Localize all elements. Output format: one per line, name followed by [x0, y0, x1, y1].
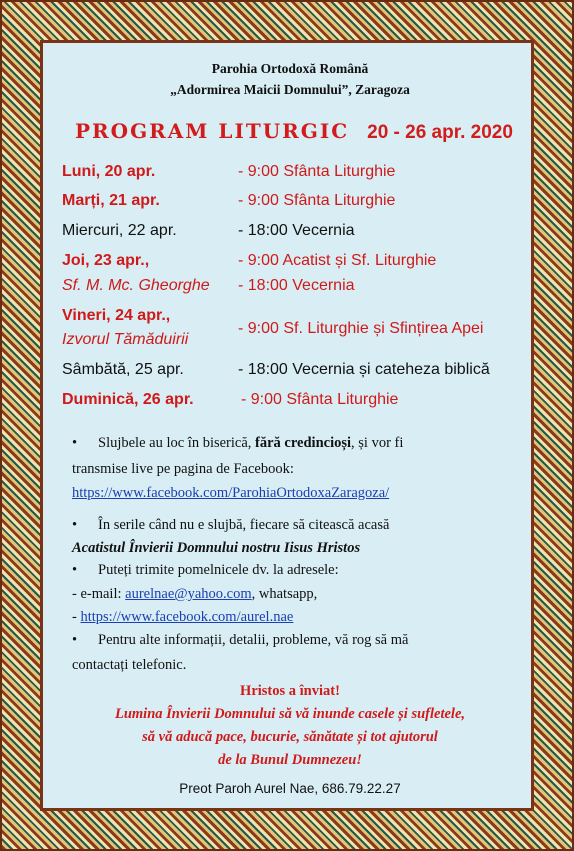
closing-line-2: Lumina Învierii Domnului să vă inunde casele și sufletele,	[114, 706, 466, 722]
schedule-day-6: Sâmbătă, 25 apr.	[62, 361, 184, 378]
note-4-cont: contactați telefonic.	[72, 657, 187, 673]
closing-greeting: Hristos a înviat!	[240, 683, 340, 699]
schedule-feast-5: Izvorul Tămăduirii	[62, 331, 189, 348]
schedule-service-6: - 18:00 Vecernia și cateheza biblică	[238, 361, 490, 378]
parish-name: Parohia Ortodoxă Română	[211, 61, 369, 76]
schedule-service-5: - 9:00 Sf. Liturghie și Sfințirea Apei	[238, 320, 484, 337]
signature: Preot Paroh Aurel Nae, 686.79.22.27	[179, 781, 401, 796]
bullet-icon: •	[72, 632, 78, 648]
schedule-day-1: Luni, 20 apr.	[62, 163, 156, 180]
bullet-icon: •	[72, 435, 78, 451]
schedule-service-7: - 9:00 Sfânta Liturghie	[241, 391, 399, 408]
schedule-day-4: Joi, 23 apr.,	[62, 252, 150, 269]
closing-line-4: de la Bunul Dumnezeu!	[218, 752, 362, 768]
schedule-feast-4: Sf. M. Mc. Gheorghe	[62, 277, 210, 294]
bullet-icon: •	[72, 562, 78, 578]
schedule-day-7: Duminică, 26 apr.	[62, 391, 194, 408]
page-title	[75, 119, 513, 144]
schedule-service-4b: - 18:00 Vecernia	[238, 277, 355, 294]
note-2-akathist: Acatistul Învierii Domnului nostru Iisus Hristos	[72, 540, 361, 556]
document-panel	[40, 40, 534, 811]
facebook-parish-link[interactable]: https://www.facebook.com/ParohiaOrtodoxaZaragoza/	[72, 485, 390, 501]
schedule-service-4: - 9:00 Acatist și Sf. Liturghie	[238, 252, 437, 269]
schedule-day-5: Vineri, 24 apr.,	[62, 307, 171, 324]
schedule-day-2: Marți, 21 apr.	[62, 192, 160, 209]
note-4: • Pentru alte informații, detalii, probleme, vă rog să mă	[72, 632, 409, 648]
title-program: PROGRAM LITURGIC	[75, 119, 350, 143]
bullet-icon: •	[72, 517, 78, 533]
parish-church: „Adormirea Maicii Domnului”, Zaragoza	[170, 82, 410, 97]
note-3-email: - e-mail: aurelnae@yahoo.com, whatsapp,	[72, 586, 318, 602]
closing-line-3: să vă aducă pace, bucurie, sănătate și tot ajutorul	[142, 729, 438, 745]
schedule-service-2: - 9:00 Sfânta Liturghie	[238, 192, 396, 209]
schedule-service-1: - 9:00 Sfânta Liturghie	[238, 163, 396, 180]
note-1-cont: transmise live pe pagina de Facebook:	[72, 461, 294, 477]
note-2: • În serile când nu e slujbă, fiecare să citească acasă	[72, 517, 390, 533]
note-1: • Slujbele au loc în biserică, fără credincioși, și vor fi	[72, 435, 404, 451]
note-3-facebook: - https://www.facebook.com/aurel.nae	[72, 609, 294, 625]
title-dates: 20 - 26 apr. 2020	[367, 122, 513, 143]
schedule-day-3: Miercuri, 22 apr.	[62, 222, 177, 239]
email-link[interactable]: aurelnae@yahoo.com	[125, 586, 252, 602]
facebook-personal-link[interactable]: https://www.facebook.com/aurel.nae	[80, 609, 294, 625]
note-3: • Puteți trimite pomelnicele dv. la adresele:	[72, 562, 339, 578]
schedule-service-3: - 18:00 Vecernia	[238, 222, 355, 239]
